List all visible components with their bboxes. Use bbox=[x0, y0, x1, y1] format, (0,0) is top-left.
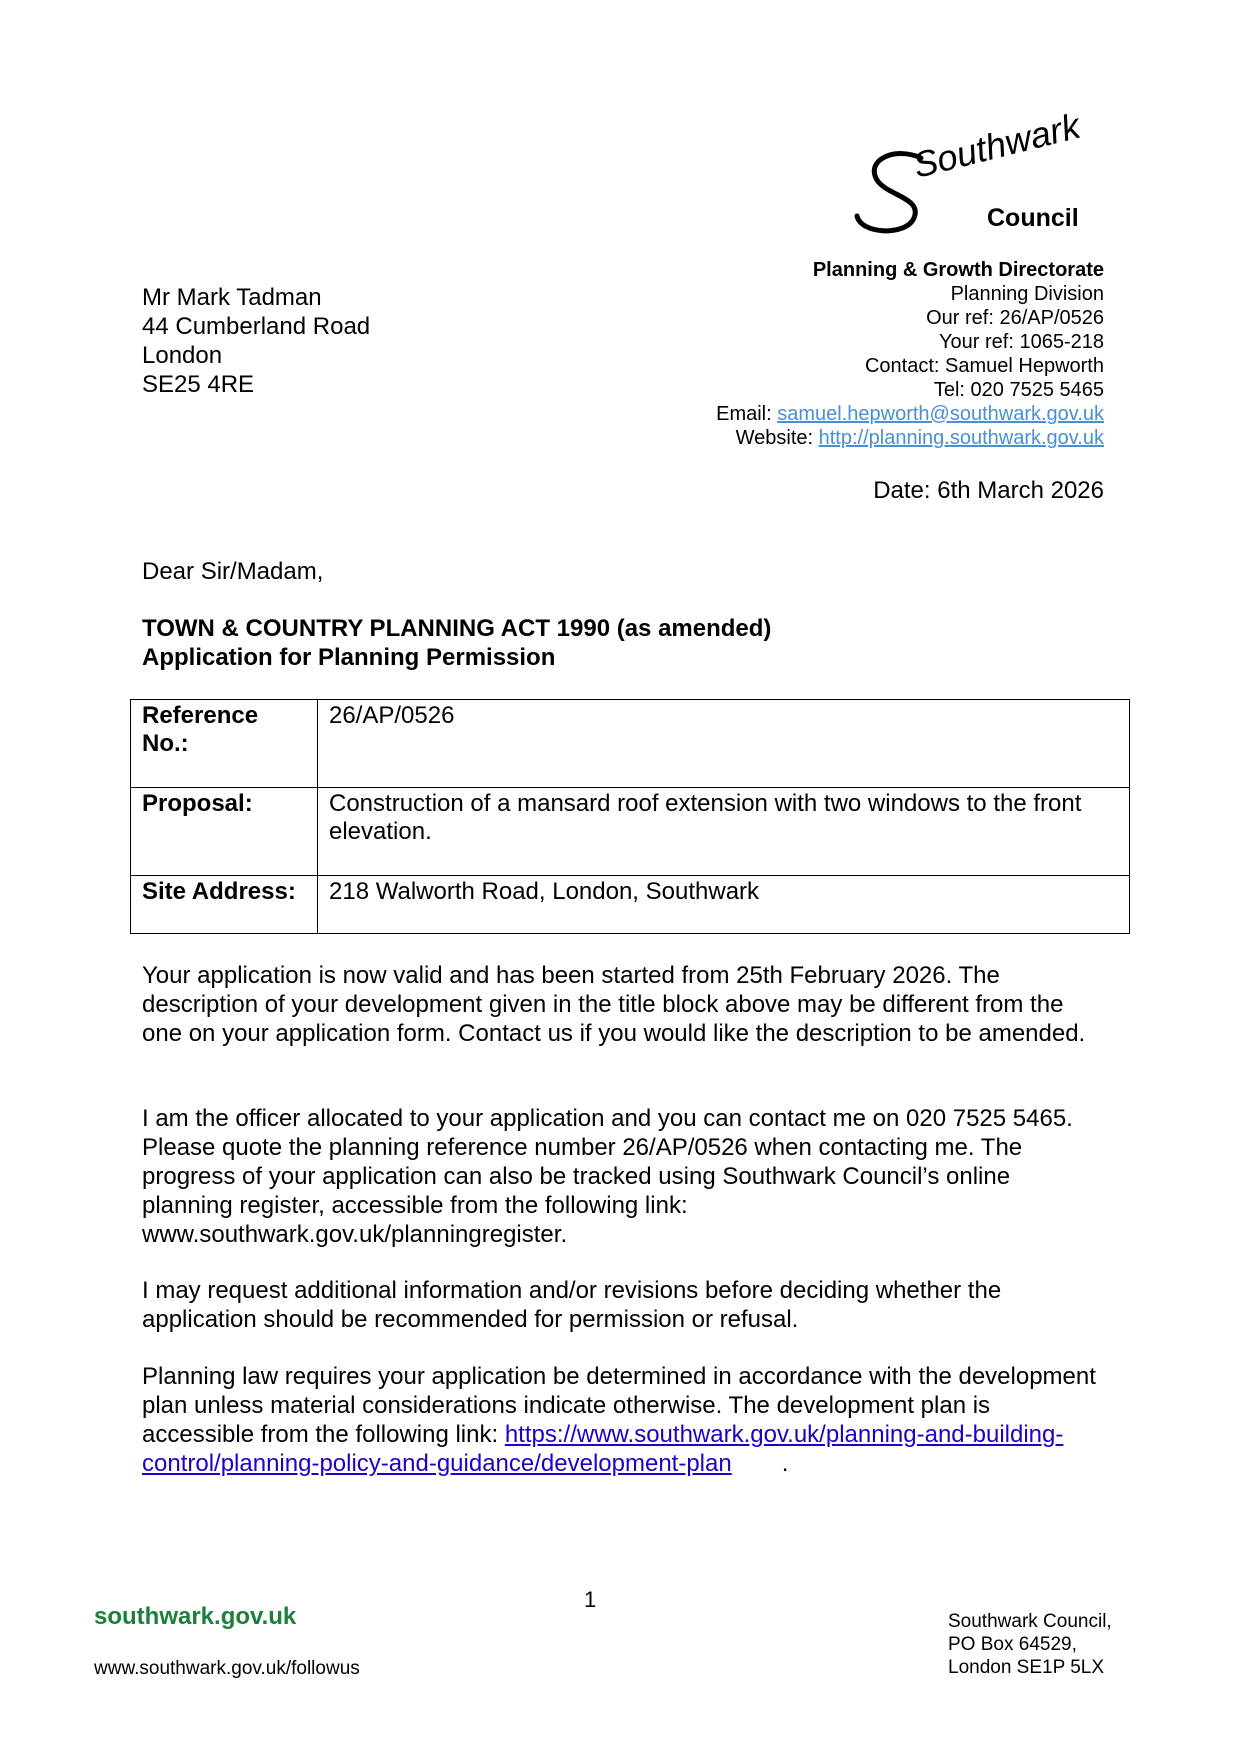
letter-date: Date: 6th March 2026 bbox=[873, 477, 1104, 504]
email-link[interactable]: samuel.hepworth@southwark.gov.uk bbox=[777, 403, 1104, 425]
contact-tel: Tel: 020 7525 5465 bbox=[933, 379, 1104, 401]
letter-heading bbox=[142, 614, 1102, 672]
directorate-label: Planning & Growth Directorate bbox=[812, 259, 1104, 281]
reference-label: Reference No.: bbox=[131, 700, 318, 788]
email-line bbox=[716, 402, 1104, 426]
paragraph-officer: I am the officer allocated to your application and you can contact me on 020 7525 5465. Please quote the planning reference number 26/AP/0526 when contacting me. The progress of your application can also be tracked using Southwark Council’s online planning register, accessible from the following link: www.southwark.gov.uk/planningregister. bbox=[142, 1105, 1073, 1248]
proposal-value: Construction of a mansard roof extension with two windows to the front elevation. bbox=[318, 788, 1130, 876]
recipient-name: Mr Mark Tadman bbox=[142, 284, 322, 311]
website-line bbox=[716, 426, 1104, 450]
southwark-logo-graphic bbox=[855, 104, 1105, 243]
recipient-postcode: SE25 4RE bbox=[142, 371, 255, 398]
recipient-address bbox=[142, 283, 370, 399]
our-ref: Our ref: 26/AP/0526 bbox=[926, 307, 1104, 329]
paragraph-valid: Your application is now valid and has been started from 25th February 2026. The description of your development given in the title block above may be different from the one on your application form. Contact us if you would like the description to be amended. bbox=[142, 962, 1086, 1047]
footer-address-line2: PO Box 64529, bbox=[948, 1634, 1077, 1655]
website-link[interactable]: http://planning.southwark.gov.uk bbox=[818, 427, 1104, 449]
paragraph-revisions: I may request additional information and/or revisions before deciding whether the application should be recommended for permission or refusal. bbox=[142, 1277, 1002, 1333]
recipient-line1: 44 Cumberland Road bbox=[142, 313, 371, 340]
page-number: 1 bbox=[584, 1587, 597, 1612]
salutation: Dear Sir/Madam, bbox=[142, 558, 324, 585]
development-plan-link[interactable]: https://www.southwark.gov.uk/planning-and-building-control/planning-policy-and-guidance/development-plan bbox=[142, 1421, 1064, 1477]
table-row-site bbox=[131, 876, 1130, 934]
contact-name: Contact: Samuel Hepworth bbox=[864, 355, 1104, 377]
table-row-proposal bbox=[131, 788, 1130, 876]
footer-site-link[interactable]: southwark.gov.uk bbox=[94, 1603, 297, 1630]
recipient-line2: London bbox=[142, 342, 223, 369]
footer-address-line3: London SE1P 5LX bbox=[948, 1657, 1105, 1678]
development-plan-text: Planning law requires your application be determined in accordance with the development plan unless material considerations indicate otherwise. The development plan is accessible from the following link: bbox=[142, 1363, 1096, 1448]
heading-application: Application for Planning Permission bbox=[142, 644, 556, 671]
footer-follow-link[interactable]: www.southwark.gov.uk/followus bbox=[94, 1658, 360, 1679]
website-label: Website: bbox=[735, 427, 819, 449]
footer-address-line1: Southwark Council, bbox=[948, 1611, 1112, 1632]
paragraph-development-plan bbox=[142, 1362, 1102, 1478]
application-details-table bbox=[130, 699, 1130, 934]
southwark-council-logo bbox=[855, 104, 1105, 243]
email-label: Email: bbox=[716, 403, 778, 425]
contact-block bbox=[716, 258, 1104, 450]
proposal-label: Proposal: bbox=[131, 788, 318, 876]
footer-address bbox=[948, 1610, 1112, 1679]
logo-script-text: Southwark bbox=[909, 104, 1084, 186]
table-row-reference bbox=[131, 700, 1130, 788]
your-ref: Your ref: 1065-218 bbox=[939, 331, 1104, 353]
development-plan-end: . bbox=[781, 1450, 789, 1477]
site-value: 218 Walworth Road, London, Southwark bbox=[318, 876, 1130, 934]
logo-council-text: Council bbox=[987, 204, 1079, 232]
reference-value: 26/AP/0526 bbox=[318, 700, 1130, 788]
site-label: Site Address: bbox=[131, 876, 318, 934]
division-label: Planning Division bbox=[950, 283, 1104, 305]
heading-act: TOWN & COUNTRY PLANNING ACT 1990 (as amended) bbox=[142, 615, 772, 642]
